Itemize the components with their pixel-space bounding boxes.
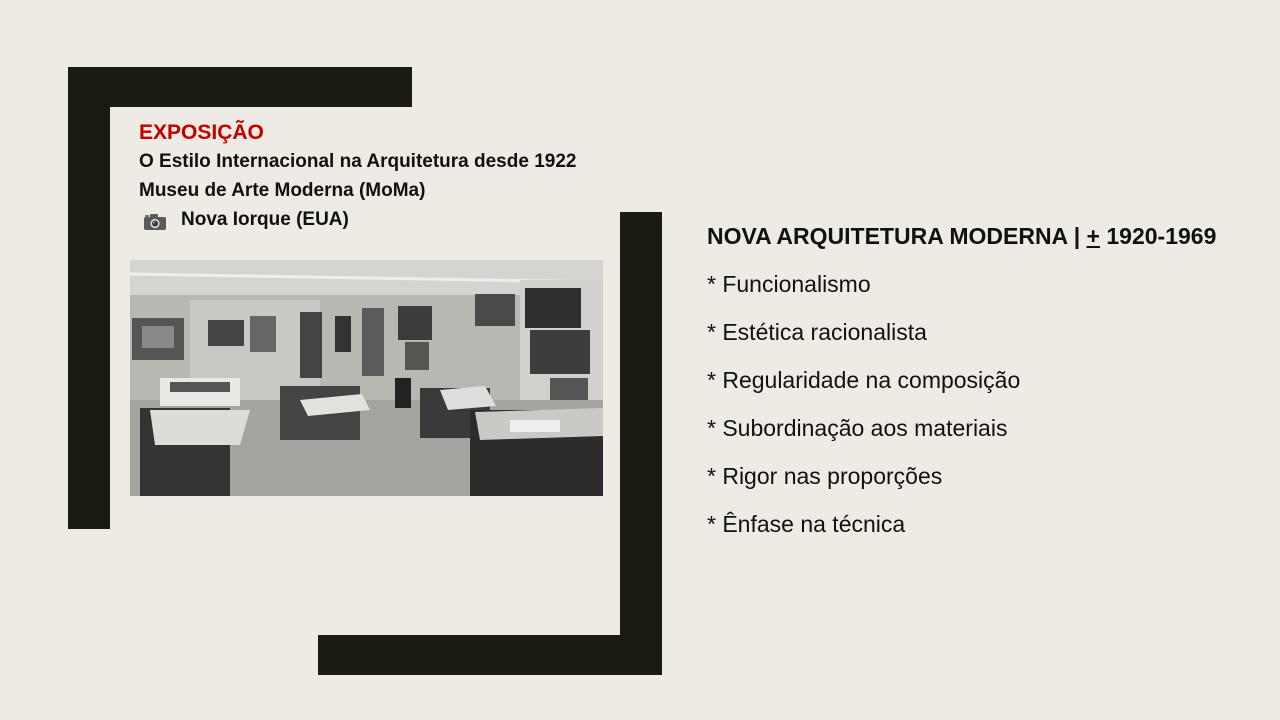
frame-right-bar <box>620 212 662 675</box>
feature-item: * Funcionalismo <box>707 271 871 297</box>
feature-item: * Rigor nas proporções <box>707 463 943 489</box>
camera-icon <box>143 211 167 229</box>
exhibition-museum: Museu de Arte Moderna (MoMa) <box>139 180 426 201</box>
features-title-years: 1920-1969 <box>1099 223 1217 249</box>
feature-item: * Estética racionalista <box>707 319 927 345</box>
exhibition-caption <box>139 118 576 234</box>
exhibition-location-line <box>139 205 576 234</box>
exhibition-title: O Estilo Internacional na Arquitetura desde 1922 <box>139 151 577 172</box>
features-panel <box>707 220 1247 556</box>
exhibition-photo <box>130 260 603 496</box>
features-title-plusminus: + <box>1086 223 1100 249</box>
feature-item: * Regularidade na composição <box>707 367 1021 393</box>
feature-item: * Ênfase na técnica <box>707 511 906 537</box>
exhibition-heading: EXPOSIÇÃO <box>139 121 264 144</box>
frame-bottom-bar <box>318 635 662 675</box>
features-title <box>707 220 1247 252</box>
frame-top-bar <box>68 67 412 107</box>
exhibition-location: Nova Iorque (EUA) <box>181 209 349 230</box>
features-title-main: NOVA ARQUITETURA MODERNA | <box>707 223 1087 249</box>
feature-item: * Subordinação aos materiais <box>707 415 1008 441</box>
frame-left-bar <box>68 67 110 529</box>
